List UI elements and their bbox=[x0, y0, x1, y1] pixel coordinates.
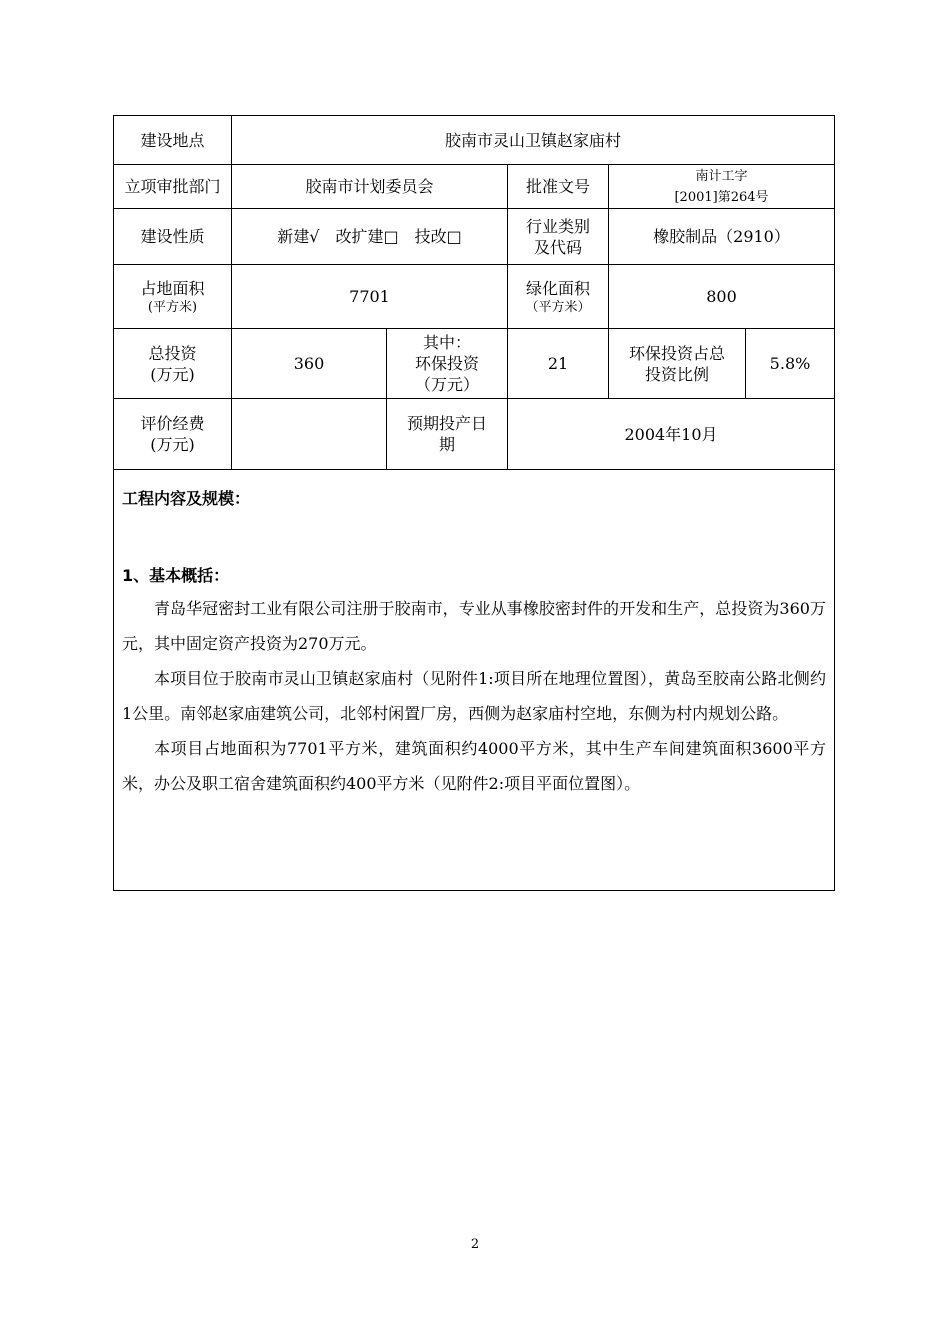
project-content-cell bbox=[114, 470, 835, 891]
industry-value: 橡胶制品（2910） bbox=[609, 209, 835, 265]
subsection-title: 1、基本概括： bbox=[122, 566, 230, 585]
paragraph-3: 本项目占地面积为7701平方米，建筑面积约4000平方米，其中生产车间建筑面积3600平方米，办公及职工宿舍建筑面积约400平方米（见附件2:项目平面位置图）。 bbox=[122, 739, 827, 793]
eval-fee-value bbox=[232, 399, 387, 470]
total-invest-label bbox=[114, 329, 232, 399]
industry-label-line2: 及代码 bbox=[533, 237, 582, 257]
eval-fee-label-text: 评价经费 bbox=[140, 414, 205, 433]
land-area-unit: (平方米) bbox=[147, 299, 198, 315]
green-area-unit: （平方米） bbox=[525, 299, 591, 315]
env-invest-label-line3: （万元） bbox=[414, 375, 479, 394]
start-date-value: 2004年10月 bbox=[508, 399, 835, 470]
approval-dept-value: 胶南市计划委员会 bbox=[232, 165, 508, 209]
green-area-label-text: 绿化面积 bbox=[525, 278, 590, 298]
start-date-label-line1: 预期投产日 bbox=[406, 414, 487, 433]
start-date-label bbox=[387, 399, 508, 470]
env-ratio-label bbox=[609, 329, 746, 399]
eval-fee-unit: (万元) bbox=[150, 435, 195, 454]
industry-label bbox=[508, 209, 609, 265]
env-invest-value: 21 bbox=[508, 329, 609, 399]
env-invest-label-line1: 其中： bbox=[422, 333, 471, 352]
industry-label-line1: 行业类别 bbox=[525, 216, 590, 236]
land-area-label bbox=[114, 265, 232, 329]
total-invest-unit: (万元) bbox=[150, 364, 195, 384]
start-date-label-line2: 期 bbox=[438, 435, 455, 454]
green-area-value: 800 bbox=[609, 265, 835, 329]
approval-doc-value bbox=[609, 165, 835, 209]
nature-label: 建设性质 bbox=[114, 209, 232, 265]
page-number: 2 bbox=[470, 1237, 480, 1252]
location-label: 建设地点 bbox=[114, 116, 232, 165]
nature-value: 新建√ 改扩建□ 技改□ bbox=[232, 209, 508, 265]
row-investment bbox=[114, 329, 835, 399]
approval-doc-label: 批准文号 bbox=[508, 165, 609, 209]
total-invest-label-text: 总投资 bbox=[148, 343, 197, 363]
location-value: 胶南市灵山卫镇赵家庙村 bbox=[232, 116, 835, 165]
env-ratio-label-line2: 投资比例 bbox=[644, 364, 709, 384]
paragraph-1: 青岛华冠密封工业有限公司注册于胶南市，专业从事橡胶密封件的开发和生产，总投资为360万元，其中固定资产投资为270万元。 bbox=[122, 599, 827, 653]
paragraph-2: 本项目位于胶南市灵山卫镇赵家庙村（见附件1:项目所在地理位置图），黄岛至胶南公路北侧约1公里。南邻赵家庙建筑公司，北邻村闲置厂房，西侧为赵家庙村空地，东侧为村内规划公路。 bbox=[122, 669, 827, 723]
project-info-table bbox=[113, 115, 835, 891]
env-ratio-value: 5.8% bbox=[746, 329, 835, 399]
total-invest-value: 360 bbox=[232, 329, 387, 399]
env-invest-label-line2: 环保投资 bbox=[414, 354, 479, 373]
row-location bbox=[114, 116, 835, 165]
section-title: 工程内容及规模： bbox=[122, 489, 251, 508]
eval-fee-label bbox=[114, 399, 232, 470]
env-ratio-label-line1: 环保投资占总 bbox=[628, 343, 725, 363]
row-nature bbox=[114, 209, 835, 265]
land-area-value: 7701 bbox=[232, 265, 508, 329]
row-approval bbox=[114, 165, 835, 209]
land-area-label-text: 占地面积 bbox=[140, 278, 205, 298]
env-invest-label bbox=[387, 329, 508, 399]
approval-dept-label: 立项审批部门 bbox=[114, 165, 232, 209]
approval-doc-value-line1: 南计工字 bbox=[695, 168, 748, 184]
approval-doc-value-line2: [2001]第264号 bbox=[674, 189, 769, 205]
green-area-label bbox=[508, 265, 609, 329]
row-area bbox=[114, 265, 835, 329]
row-evaluation bbox=[114, 399, 835, 470]
row-content bbox=[114, 470, 835, 891]
